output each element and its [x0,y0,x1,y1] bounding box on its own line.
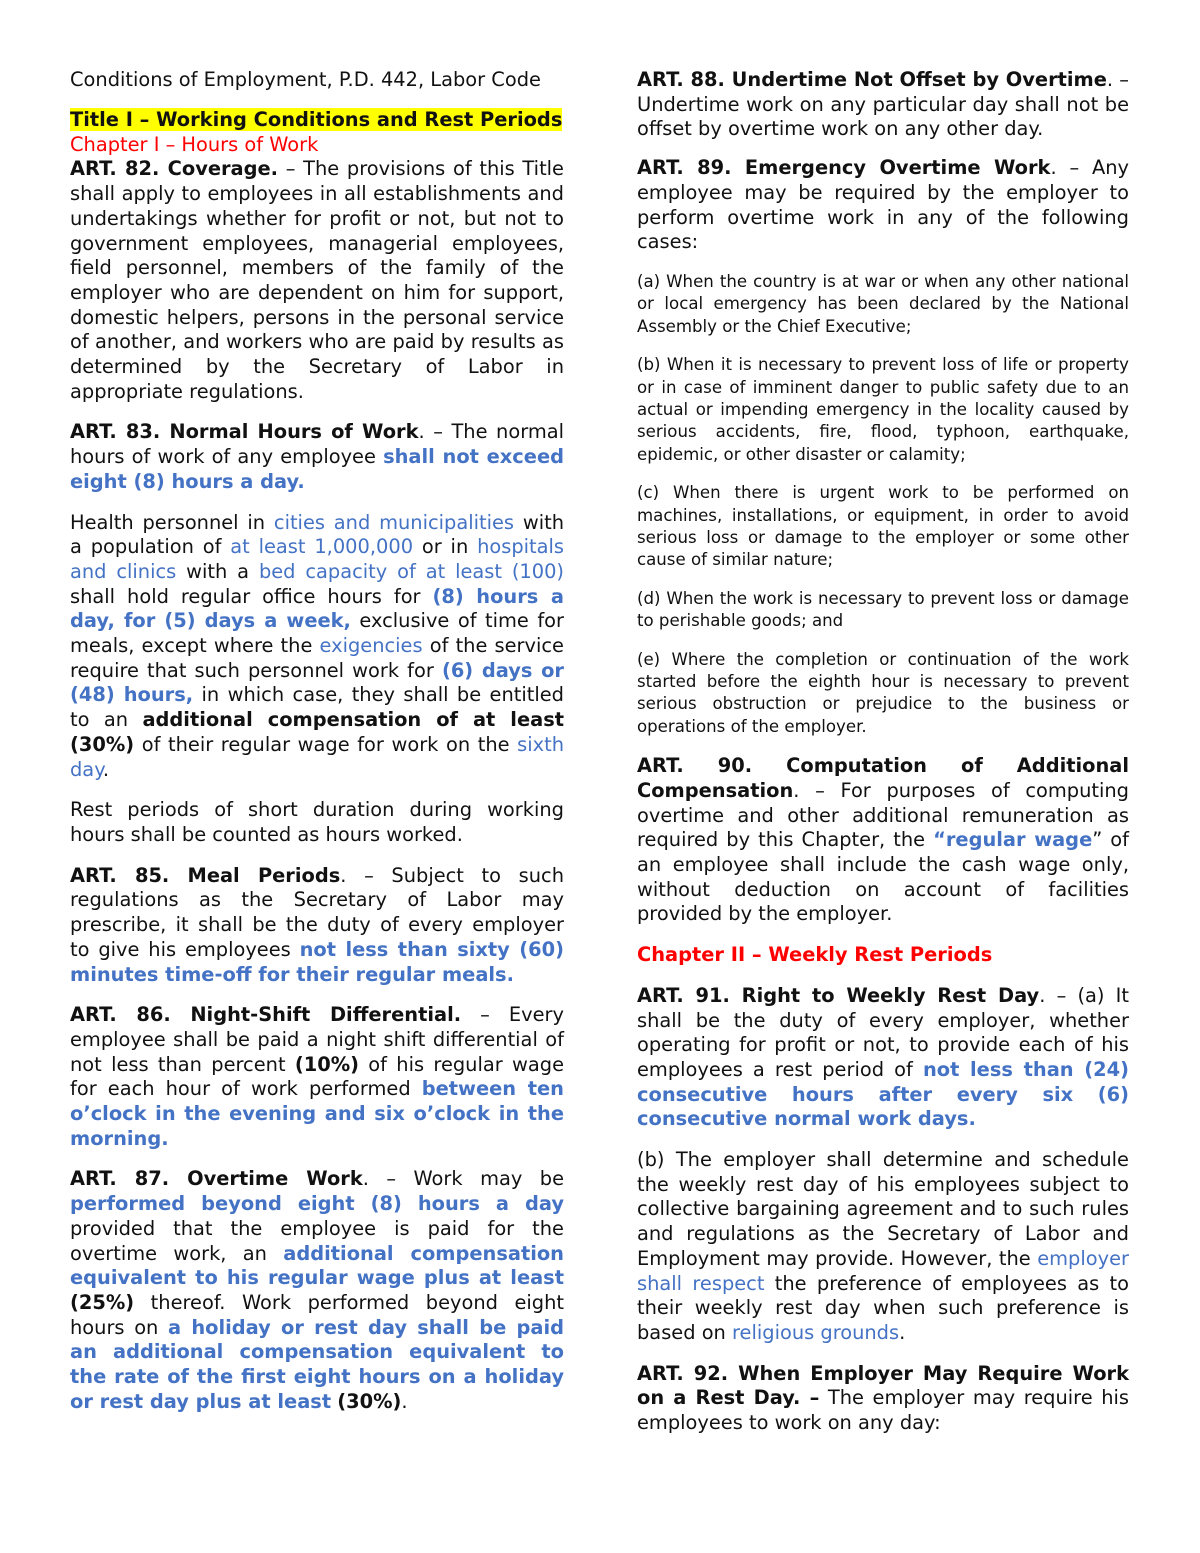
title-heading [70,107,564,133]
art-88: ART. 88. Undertime Not Offset by Overtime. – Undertime work on any particular day shall not be offset by overtime work on any other day. [637,68,1129,141]
art-85: ART. 85. Meal Periods. – Subject to such regulations as the Secretary of Labor may prescribe, it shall be the duty of every employer to give his employees not less than sixty (60) minutes time-off for their regular meals. [70,863,565,986]
chapter-1-heading: Chapter I – Hours of Work [70,132,319,156]
art-83-health-personnel: Health personnel in cities and municipalities with a population of at least 1,000,000 or in hospitals and clinics with a bed capacity of at least (100) shall hold regular office hours for (8) hours a day, for (5) days a week, exclusive of time for meals, except where the exigencies of the service require that such personnel work for (6) days or (48) hours, in which case, they shall be entitled to an additional compensation of at least (30%) of their regular wage for work on the sixth day. [70,510,565,781]
art-82-heading: ART. 82. Coverage. [70,157,279,181]
art-83-rest-periods: Rest periods of short duration during working hours shall be counted as hours worked. [70,798,564,846]
art-90-heading: ART. 90. Computation of Additional Compensation [637,754,1129,802]
art-89-case-e: (e) Where the completion or continuation of the work started before the eighth hour is necessary to prevent serious obstruction or prejudice to the business or operations of the employer. [637,649,1129,736]
art-92-heading: ART. 92. When Employer May Require Work on a Rest Day. – [637,1361,1129,1410]
art-88-heading: ART. 88. Undertime Not Offset by Overtime [637,68,1107,91]
art-83-emphasis: shall not exceed eight (8) hours a day. [70,445,564,493]
art-89-case-b: (b) When it is necessary to prevent loss of life or property or in case of imminent danger to public safety due to an actual or impending emergency in the locality caused by serious accidents, fire, flood, typhoon, earthquake, epidemic, or other disaster or calamity; [637,355,1129,464]
art-89-case-c: (c) When there is urgent work to be performed on machines, installations, or equipment, in order to avoid serious loss or damage to the employer or some other cause of similar nature; [637,483,1129,570]
art-82-body: – The provisions of this Title shall apply to employees in all establishments and undertakings whether for profit or not, but not to government employees, managerial employees, field personnel, members of the family of the employer who are dependent on him for support, domestic helpers, persons in the personal service of another, and workers who are paid by results as determined by the Secretary of Labor in appropriate regulations. [70,157,564,403]
left-column [70,68,564,1414]
art-91: ART. 91. Right to Weekly Rest Day. – (a) It shall be the duty of every employer, whether operating for profit or not, to provide each of his employees a rest period of not less than (24) consecutive hours after every six (6) consecutive normal work days. [637,983,1129,1131]
art-89-case-d: (d) When the work is necessary to prevent loss or damage to perishable goods; and [637,588,1129,631]
art-87: ART. 87. Overtime Work. – Work may be performed beyond eight (8) hours a day provided that the employee is paid for the overtime work, an additional compensation equivalent to his regular wage plus at least (25%) thereof. Work performed beyond eight hours on a holiday or rest day shall be paid an additional compensation equivalent to the rate of the first eight hours on a holiday or rest day plus at least (30%). [70,1167,564,1413]
art-82 [70,157,564,404]
art-92: ART. 92. When Employer May Require Work on a Rest Day. – The employer may require his employees to work on any day: [637,1361,1129,1435]
art-86-heading: ART. 86. Night-Shift Differential. [70,1003,462,1027]
art-91-b: (b) The employer shall determine and schedule the weekly rest day of his employees subject to collective bargaining agreement and to such rules and regulations as the Secretary of Labor and Employment may provide. However, the employer shall respect the preference of employees as to their weekly rest day when such preference is based on religious grounds. [637,1148,1129,1344]
art-83-heading: ART. 83. Normal Hours of Work [70,420,419,444]
chapter-2-heading: Chapter II – Weekly Rest Periods [637,943,993,967]
art-87-heading: ART. 87. Overtime Work [70,1167,363,1191]
art-86: ART. 86. Night-Shift Differential. – Every employee shall be paid a night shift differential of not less than percent (10%) of his regular wage for each hour of work performed between ten o’clock in the evening and six o’clock in the morning. [70,1003,565,1150]
document-header: Conditions of Employment, P.D. 442, Labor Code [70,68,541,91]
art-83 [70,420,564,494]
art-85-heading: ART. 85. Meal Periods [70,863,341,887]
right-column [637,68,1129,1436]
art-89-heading: ART. 89. Emergency Overtime Work [637,156,1051,180]
title-highlight: Title I – Working Conditions and Rest Periods [70,107,563,131]
art-89-case-a: (a) When the country is at war or when any other national or local emergency has been declared by the National Assembly or the Chief Executive; [637,271,1129,336]
art-91-heading: ART. 91. Right to Weekly Rest Day [637,983,1040,1007]
art-89: ART. 89. Emergency Overtime Work. – Any employee may be required by the employer to perform overtime work in any of the following cases: [637,156,1129,254]
art-90: ART. 90. Computation of Additional Compensation. – For purposes of computing overtime and other additional remuneration as required by this Chapter, the “regular wage” of an employee shall include the cash wage only, without deduction on account of facilities provided by the employer. [637,754,1129,926]
art-83-body: . – The normal hours of work of any employee [70,420,564,469]
